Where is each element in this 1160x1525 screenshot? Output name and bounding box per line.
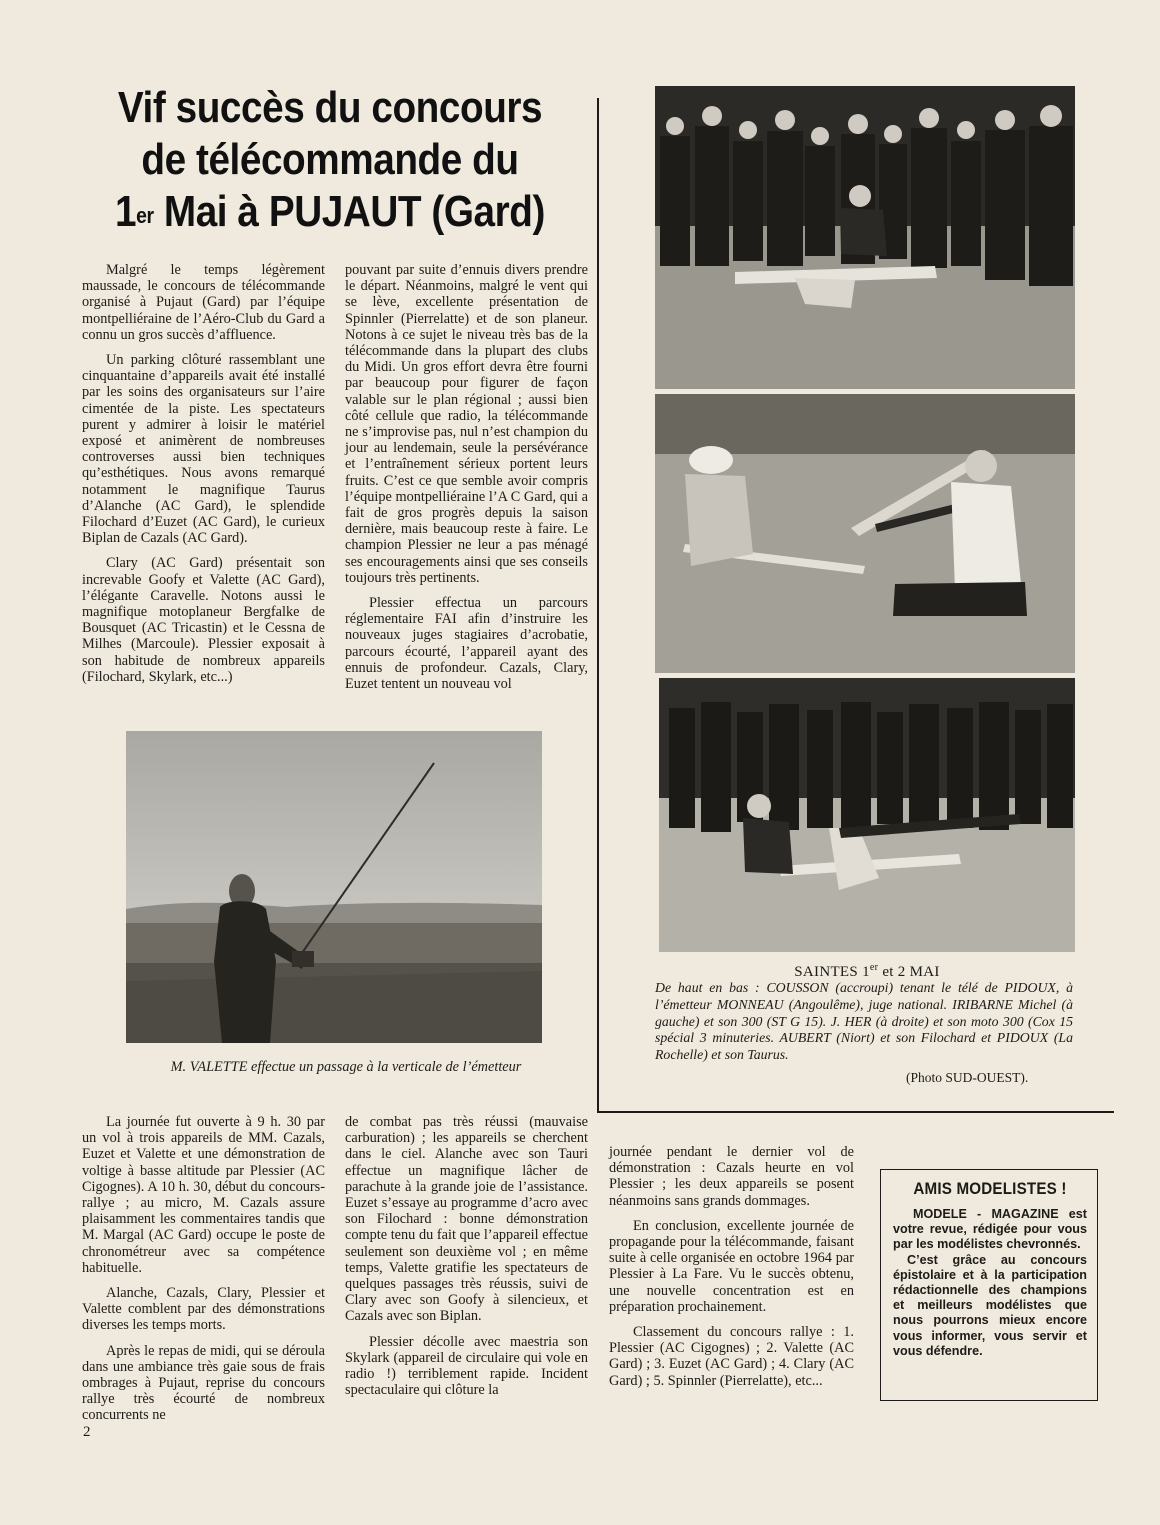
paragraph: Plessier décolle avec maestria son Skylark (appareil de circulaire qui vole en radio !) terriblement rapide. Incident spectaculaire qui clôture la: [345, 1333, 588, 1399]
title-line-3: [92, 186, 567, 238]
title-line-1: Vif succès du concours: [117, 83, 543, 132]
paragraph: Alanche, Cazals, Clary, Plessier et Valette comblent par des démonstrations diverses les temps morts.: [82, 1285, 325, 1334]
photo-saintes-1: [655, 86, 1075, 389]
paragraph: En conclusion, excellente journée de propagande pour la télécommande, faisant suite à celle organisée en octobre 1964 par Plessier à La Fare. Vu le succès obtenu, une nouvelle concentration est en préparation prochainement.: [609, 1217, 854, 1315]
saintes-caption: De haut en bas : COUSSON (accroupi) tenant le télé de PIDOUX, à l’émetteur MONNEAU (Angoulême), juge national. IRIBARNE Michel (à gauche) et son 300 (ST G 15). J. HER (à droite) et son moto 300 (Cox 15 spécial 3 minuteries. AUBERT (Niort) et son Filochard et PIDOUX (La Rochelle) et son Taurus.: [655, 980, 1073, 1063]
column-rule: [597, 98, 599, 1112]
photo-saintes-3: [659, 678, 1075, 952]
promo-heading: AMIS MODELISTES !: [913, 1180, 1067, 1198]
paragraph: de combat pas très réussi (mauvaise carburation) ; les appareils se cherchent dans le ciel. Alanche avec son Tauri effectue un magnifique lâcher de parachute à la grande joie de l’assistance. Euzet s’essaye au programme d’acro avec son Filochard : bonne démonstration compte tenu du fait que l’appareil effectue seulement son deuxième vol ; en même temps, Valette gratifie les spectateurs de quelques passages très réussis, suivi de Clary avec son Goofy à silencieux, et Cazals avec son Biplan.: [345, 1114, 588, 1325]
paragraph: Classement du concours rallye : 1. Plessier (AC Cigognes) ; 2. Valette (AC Gard) ; 3. Euzet (AC Gard) ; 4. Clary (AC Gard) ; 5. Spinnler (Pierrelatte), etc...: [609, 1324, 854, 1389]
article-column-2: [345, 262, 588, 701]
section-rule: [597, 1111, 1114, 1113]
promo-paragraph: MODELE - MAGAZINE est votre revue, rédigée pour vous par les modélistes chevronnés.: [893, 1207, 1087, 1252]
promo-body: [893, 1207, 1087, 1359]
saintes-heading-text: SAINTES 1: [794, 964, 870, 980]
article-column-1: [82, 262, 325, 694]
paragraph: Malgré le temps légèrement maussade, le concours de télécommande organisé à Pujaut (Gard) par l’équipe montpelliéraine de l’Aéro-Club du Gard a connu un gros succès d’affluence.: [82, 262, 325, 343]
photo-credit: (Photo SUD-OUEST).: [906, 1070, 1029, 1085]
paragraph: Un parking clôturé rassemblant une cinquantaine d’appareils avait été installé par les soins des organisateurs sur l’aire cimentée de la piste. Les spectateurs purent y admirer à loisir le matériel exposé et animèrent de nombreuses controverses aussi bien techniques qu’esthétiques. Nous avons remarqué notamment le magnifique Taurus d’Alanche (AC Gard), le splendide Filochard d’Euzet (AC Gard), le curieux Biplan de Cazals (AC Gard).: [82, 352, 325, 547]
saintes-heading-sup: er: [869, 962, 879, 973]
promo-box: [880, 1169, 1098, 1401]
article-title: [92, 82, 567, 238]
promo-paragraph: C’est grâce au concours épistolaire et à la participation rédactionnelle des champions et meilleurs modélistes que nous pourrons mieux encore vous informer, vous servir et vous défendre.: [893, 1252, 1087, 1358]
photo-saintes-2: [655, 394, 1075, 673]
paragraph: Clary (AC Gard) présentait son increvable Goofy et Valette (AC Gard), l’élégante Caravelle. Notons aussi le magnifique motoplaneur Bergfalke de Bousquet (AC Tricastin) et le Cessna de Milhes (Marcoule). Plessier exposait à son habitude de nombreux appareils (Filochard, Skylark, etc...): [82, 555, 325, 685]
title-line-3-number: 1: [115, 187, 137, 236]
saintes-heading: [659, 962, 1075, 981]
title-line-2: de télécommande du: [141, 135, 519, 184]
paragraph: pouvant par suite d’ennuis divers prendre le départ. Néanmoins, malgré le vent qui se lève, excellente présentation de Spinnler (Pierrelatte) et de son planeur. Notons à ce sujet le niveau très bas de la télécommande dans la plupart des clubs du Midi. Un gros effort devra être fourni par beaucoup pour figurer de façon valable sur le plan régional ; aussi bien côté cellule que radio, la télécommande ne s’improvise pas, nul n’est champion du jour au lendemain, seule la persévérance et l’entraînement sérieux portent leurs fruits. C’est ce que semble avoir compris l’équipe montpelliéraine l’A C Gard, qui a fait de gros progrès depuis la saison dernière, mais beaucoup reste à faire. Le champion Plessier ne leur a pas ménagé ses encouragements ainsi que ses conseils toujours très pertinents.: [345, 262, 588, 586]
title-line-3-text: Mai à PUJAUT (Gard): [153, 187, 545, 236]
saintes-heading-date: et 2 MAI: [878, 964, 940, 980]
paragraph: La journée fut ouverte à 9 h. 30 par un vol à trois appareils de MM. Cazals, Euzet et Valette et une démonstration de voltige à basse altitude par Plessier (AC Cigognes). A 10 h. 30, début du concours-rallye ; au micro, M. Cazals assure plaisamment les commentaires tandis que M. Margal (AC Gard) occupe le poste de chronométreur avec sa compétence habituelle.: [82, 1114, 325, 1276]
photo-valette: [126, 731, 542, 1043]
article-column-4: [345, 1114, 588, 1407]
article-column-3: [82, 1114, 325, 1433]
paragraph: Plessier effectua un parcours réglementaire FAI afin d’instruire les nouveaux juges stagiaires d’acrobatie, parcours écourté, l’appareil ayant des ennuis de profondeur. Cazals, Clary, Euzet tentent un nouveau vol: [345, 595, 588, 693]
title-line-3-sup: er: [136, 203, 154, 228]
page-number: 2: [83, 1424, 91, 1440]
paragraph: journée pendant le dernier vol de démonstration : Cazals heurte en vol Plessier ; les deux appareils se posent néanmoins sans grands dommages.: [609, 1144, 854, 1209]
paragraph: Après le repas de midi, qui se déroula dans une ambiance très gaie sous de frais ombrages à Pujaut, reprise du concours rallye très écourté de nombreux concurrents ne: [82, 1342, 325, 1424]
article-column-5: [609, 1144, 854, 1398]
photo-caption: M. VALETTE effectue un passage à la verticale de l’émetteur: [170, 1059, 522, 1075]
